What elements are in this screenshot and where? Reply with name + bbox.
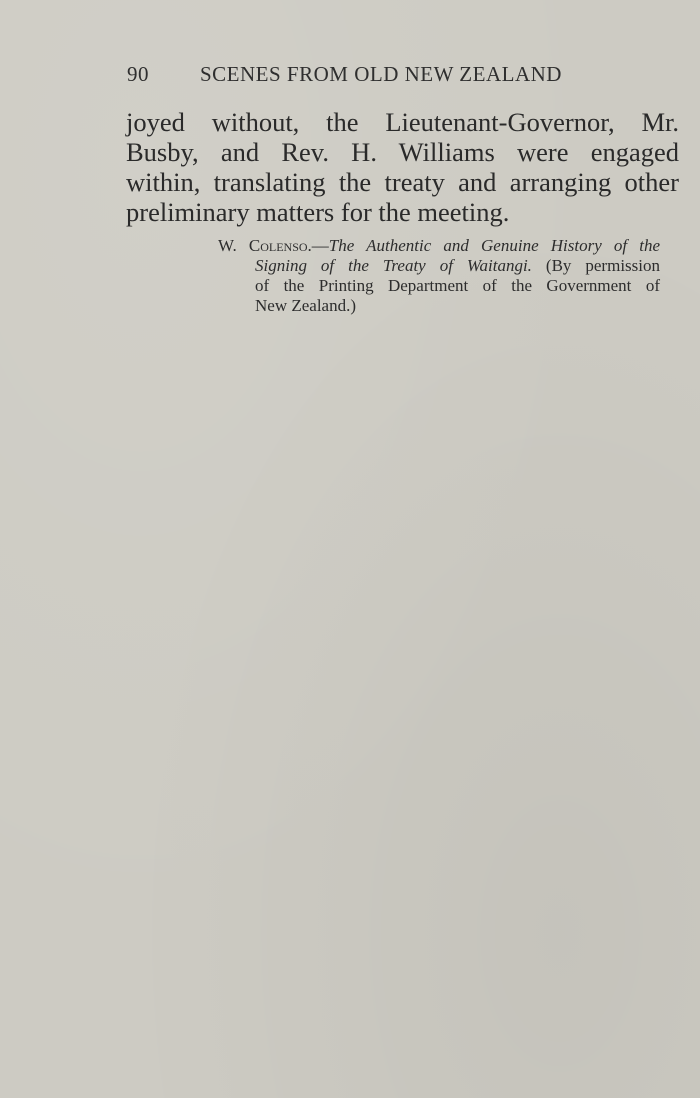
citation-note: (By permission: [545, 256, 660, 275]
source-citation: [218, 236, 660, 316]
citation-line: [218, 236, 660, 256]
citation-title: The Authentic and Genuine History of the: [328, 236, 660, 255]
running-title: SCENES FROM OLD NEW ZEALAND: [200, 62, 562, 86]
body-line: joyed without, the Lieutenant-Governor, Mr.: [126, 107, 679, 137]
citation-line: [218, 256, 660, 276]
running-head: [127, 62, 607, 90]
citation-dash: .—: [307, 236, 329, 255]
citation-line: of the Printing Department of the Government of: [255, 276, 660, 295]
body-paragraph: [126, 107, 679, 227]
page-number: 90: [127, 62, 149, 86]
citation-line: New Zealand.): [255, 296, 357, 315]
body-line: Busby, and Rev. H. Williams were engaged: [126, 137, 679, 167]
citation-author-surname: Colenso: [248, 236, 308, 255]
body-line: preliminary matters for the meeting.: [126, 197, 510, 227]
citation-author-initial: W.: [218, 236, 249, 255]
citation-title: Signing of the Treaty of Waitangi.: [255, 256, 532, 275]
body-line: within, translating the treaty and arranging other: [126, 167, 679, 197]
